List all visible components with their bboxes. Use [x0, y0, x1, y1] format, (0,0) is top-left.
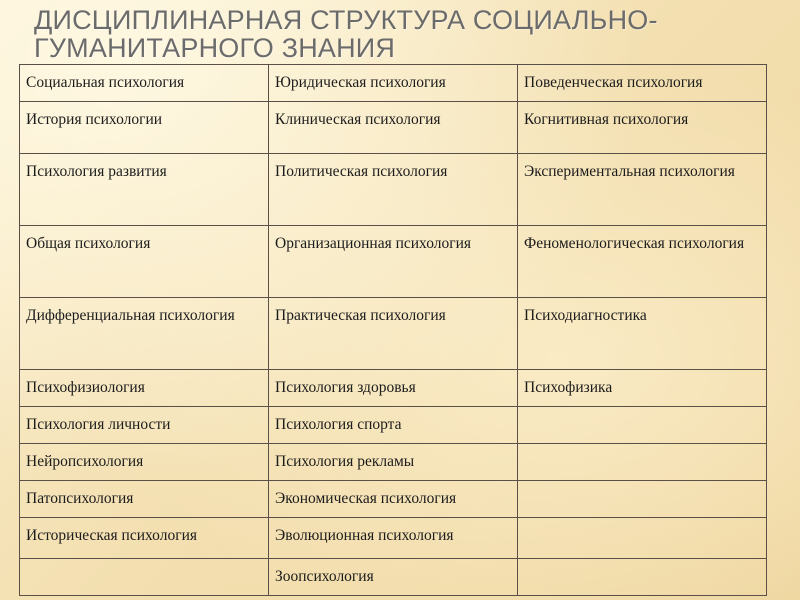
table-row	[20, 298, 767, 370]
cell-text: Психология личности	[26, 416, 171, 433]
table-row	[20, 407, 767, 444]
table-cell	[20, 154, 269, 226]
slide-title	[34, 6, 774, 62]
table-cell	[20, 370, 269, 407]
cell-text: Психология здоровья	[275, 379, 416, 396]
table-cell	[269, 226, 518, 298]
cell-text: История психологии	[26, 111, 163, 128]
slide-title-line-1: ДИСЦИПЛИНАРНАЯ СТРУКТУРА СОЦИАЛЬНО-	[34, 5, 658, 35]
cell-text: Экспериментальная психология	[524, 163, 735, 180]
table-cell	[269, 407, 518, 444]
table-cell	[20, 444, 269, 481]
table-cell	[518, 518, 767, 559]
cell-text: Историческая психология	[26, 527, 197, 544]
table-row	[20, 481, 767, 518]
cell-text: Общая психология	[26, 235, 151, 252]
table-row	[20, 65, 767, 102]
table-cell	[518, 407, 767, 444]
disciplines-table	[19, 64, 767, 596]
cell-text: Дифференциальная психология	[26, 307, 235, 324]
table-cell	[269, 298, 518, 370]
table-cell	[20, 407, 269, 444]
table-cell	[20, 298, 269, 370]
table-cell	[20, 65, 269, 102]
cell-text: Клиническая психология	[275, 111, 441, 128]
table-row	[20, 154, 767, 226]
cell-text: Поведенческая психология	[524, 74, 703, 91]
cell-text: Психофизика	[524, 379, 613, 396]
table-cell	[518, 481, 767, 518]
cell-text: Юридическая психология	[275, 74, 446, 91]
table-row	[20, 518, 767, 559]
cell-text: Эволюционная психология	[275, 527, 454, 544]
table-cell	[20, 226, 269, 298]
table-row	[20, 444, 767, 481]
table-cell	[518, 298, 767, 370]
table-cell	[269, 370, 518, 407]
table-cell	[518, 559, 767, 596]
table-cell	[518, 65, 767, 102]
table-row	[20, 370, 767, 407]
cell-text: Психология развития	[26, 163, 167, 180]
table-cell	[20, 102, 269, 154]
table-row	[20, 559, 767, 596]
table-cell	[518, 102, 767, 154]
table-cell	[20, 559, 269, 596]
cell-text: Психодиагностика	[524, 307, 647, 324]
table-cell	[518, 226, 767, 298]
table-cell	[269, 102, 518, 154]
cell-text: Нейропсихология	[26, 453, 144, 470]
cell-text: Когнитивная психология	[524, 111, 689, 128]
cell-text: Психология рекламы	[275, 453, 415, 470]
table-cell	[518, 370, 767, 407]
table-cell	[20, 518, 269, 559]
cell-text: Феноменологическая психология	[524, 235, 745, 252]
table-cell	[20, 481, 269, 518]
cell-text: Зоопсихология	[275, 568, 374, 585]
cell-text: Экономическая психология	[275, 490, 457, 507]
cell-text: Организационная психология	[275, 235, 472, 252]
table-cell	[269, 444, 518, 481]
table-cell	[269, 154, 518, 226]
table-cell	[269, 65, 518, 102]
table-cell	[269, 518, 518, 559]
cell-text: Психофизиология	[26, 379, 145, 396]
table-cell	[518, 444, 767, 481]
cell-text: Психология спорта	[275, 416, 402, 433]
cell-text: Практическая психология	[275, 307, 446, 324]
slide-title-line-2: ГУМАНИТАРНОГО ЗНАНИЯ	[34, 33, 396, 63]
table-cell	[269, 559, 518, 596]
table-cell	[269, 481, 518, 518]
table-row	[20, 102, 767, 154]
cell-text: Патопсихология	[26, 490, 134, 507]
cell-text: Политическая психология	[275, 163, 448, 180]
table-row	[20, 226, 767, 298]
cell-text: Социальная психология	[26, 74, 185, 91]
table-cell	[518, 154, 767, 226]
